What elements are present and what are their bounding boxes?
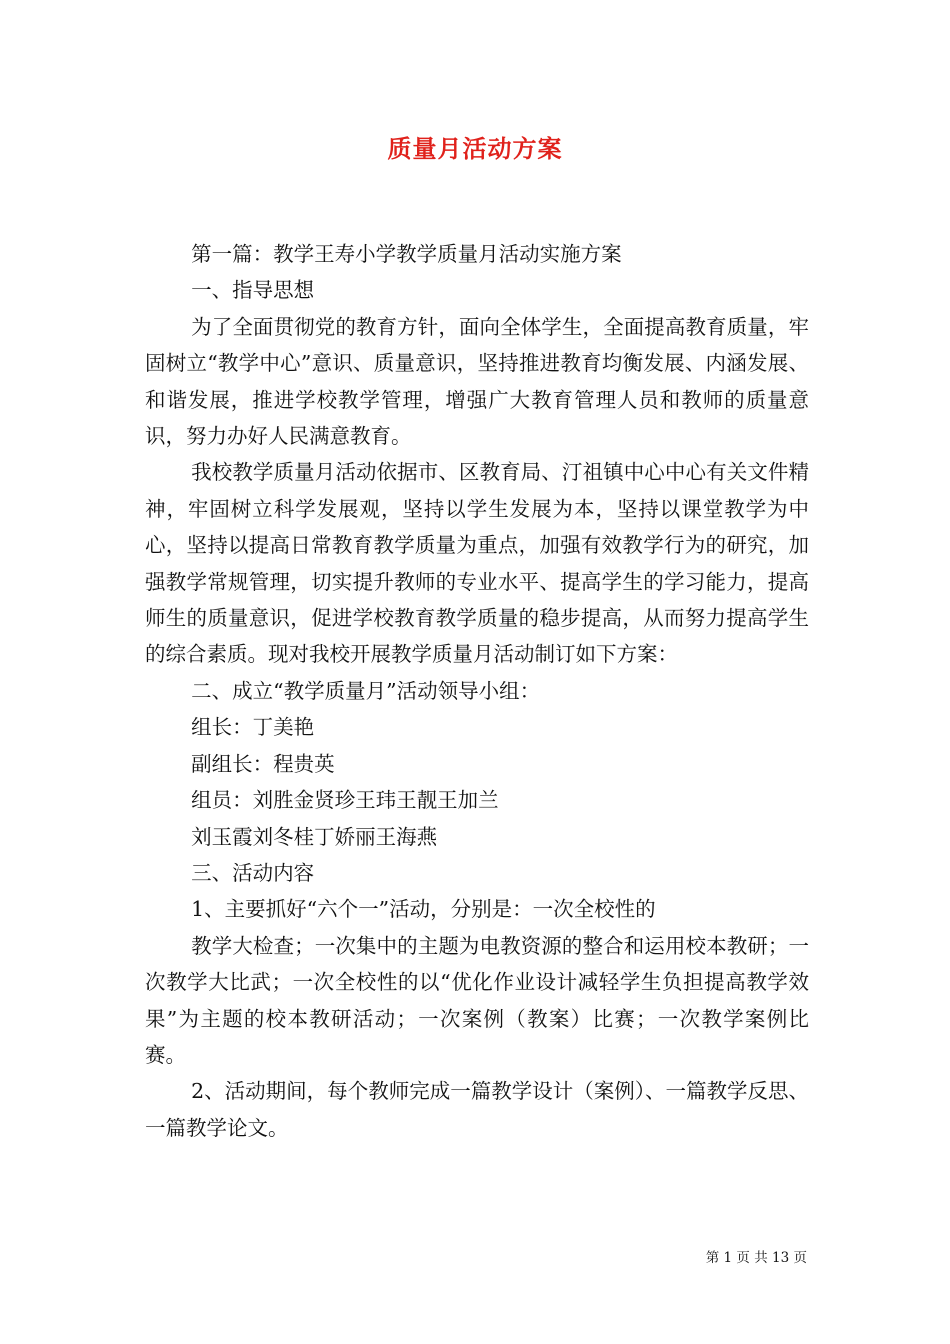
section-heading-part-one: 第一篇：教学王寿小学教学质量月活动实施方案 <box>191 242 622 266</box>
members-line: 组员：刘胜金贤珍王玮王靓王加兰 <box>191 788 499 813</box>
heading-activity-content: 三、活动内容 <box>191 860 315 885</box>
paragraph-activity-basis: 我校教学质量月活动依据市、区教育局、汀祖镇中心中心有关文件精神，牢固树立科学发展观，坚持以学生发展为本，坚持以课堂教学为中心，坚持以提高日常教育教学质量为重点，加强有效教学行为的研究，加强教学常规管理，切实提升教师的专业水平、提高学生的学习能力，提高师生的质量意识，促进学校教育教学质量的稳步提高，从而努力提高学生的综合素质。现对我校开展教学质量月活动制订如下方案： <box>145 460 809 667</box>
activity-item-1: 1、主要抓好“六个一”活动，分别是：一次全校性的 <box>191 897 656 922</box>
document-title: 质量月活动方案 <box>387 134 563 163</box>
page-number-footer: 第 1 页 共 13 页 <box>705 1250 807 1266</box>
paragraph-guiding-ideology: 为了全面贯彻党的教育方针，面向全体学生，全面提高教育质量，牢固树立“教学中心”意识、质量意识，坚持推进教育均衡发展、内涵发展、和谐发展，推进学校教学管理，增强广大教育管理人员和教师的质量意识，努力办好人民满意教育。 <box>145 314 809 449</box>
leader-line: 组长：丁美艳 <box>191 715 315 740</box>
members-line-continued: 刘玉霞刘冬桂丁娇丽王海燕 <box>191 824 438 849</box>
heading-leadership-group: 二、成立“教学质量月”活动领导小组： <box>191 678 541 703</box>
document-body <box>145 236 809 1146</box>
activity-item-2: 2、活动期间，每个教师完成一篇教学设计（案例）、一篇教学反思、一篇教学论文。 <box>145 1079 809 1140</box>
heading-guiding-ideology: 一、指导思想 <box>191 278 315 303</box>
activity-item-1-details: 教学大检查；一次集中的主题为电教资源的整合和运用校本教研；一次教学大比武；一次全校性的以“优化作业设计减轻学生负担提高教学效果”为主题的校本教研活动；一次案例（教案）比赛；一次教学案例比赛。 <box>145 933 809 1067</box>
deputy-leader-line: 副组长：程贵英 <box>191 751 335 776</box>
